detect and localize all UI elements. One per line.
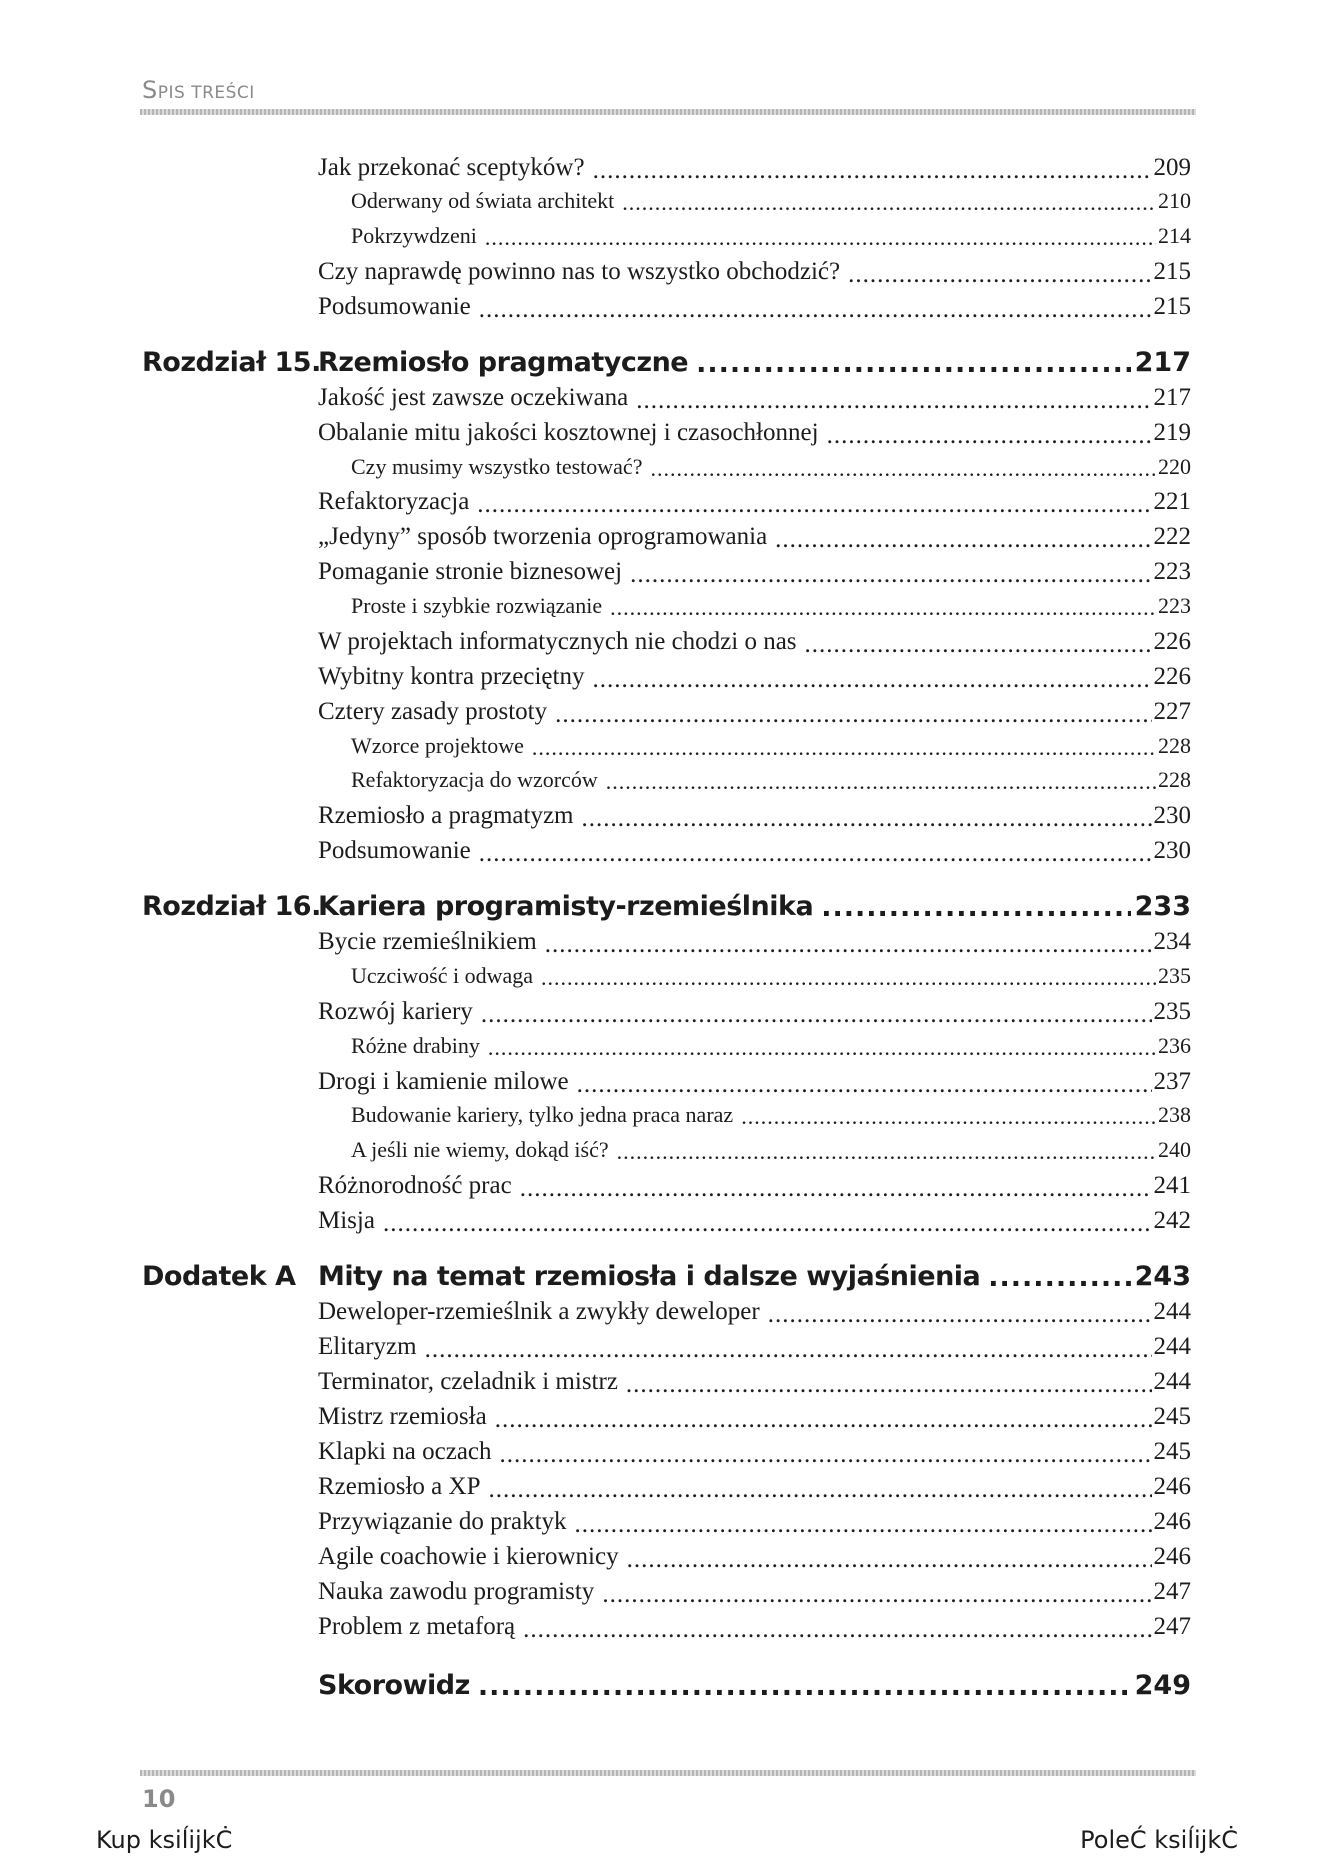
toc-section-entry[interactable] [318,837,1191,865]
entry-title: Podsumowanie [318,837,471,864]
toc-section-entry[interactable] [318,1207,1191,1235]
toc-section-entry[interactable] [318,258,1191,286]
dot-leader [617,1139,1156,1163]
dot-leader [500,1441,1152,1469]
entry-page: 219 [1153,419,1191,446]
toc-subsection-entry[interactable] [351,963,1191,989]
toc-section-entry[interactable] [318,1172,1191,1200]
entry-title: Mistrz rzemiosła [318,1403,487,1430]
entry-page: 246 [1153,1473,1191,1500]
toc-section-entry[interactable] [318,1508,1191,1536]
toc-section-entry[interactable] [318,998,1191,1026]
entry-title: Różnorodność prac [318,1172,512,1199]
chapter-title: Rzemiosło pragmatyczne [318,347,689,378]
dot-leader [532,735,1156,759]
dot-leader [988,1262,1130,1292]
dot-leader [575,1511,1152,1539]
dot-leader [577,1071,1152,1099]
toc-subsection-entry[interactable] [351,1102,1191,1128]
entry-page: 215 [1153,258,1191,285]
toc-section-entry[interactable] [318,523,1191,551]
entry-title: Refaktoryzacja [318,488,470,515]
entry-page: 237 [1153,1068,1191,1095]
dot-leader [827,422,1152,450]
header-rule [140,109,1196,115]
chapter-label: Rozdział 15. [142,347,321,378]
dot-leader [622,190,1156,214]
toc-section-entry[interactable] [318,1473,1191,1501]
entry-title: Rozwój kariery [318,998,473,1025]
entry-title: Agile coachowie i kierownicy [318,1543,619,1570]
entry-page: 246 [1153,1508,1191,1535]
toc-section-entry[interactable] [318,1298,1191,1326]
dot-leader [610,595,1156,619]
entry-title: Jak przekonać sceptyków? [318,154,585,181]
toc-section-entry[interactable] [318,1403,1191,1431]
entry-title: Wzorce projektowe [351,733,524,758]
dot-leader [581,805,1151,833]
chapter-title: Mity na temat rzemiosła i dalsze wyjaśnienia [318,1261,981,1292]
dot-leader [606,769,1156,793]
dot-leader [775,526,1151,554]
dot-leader [821,892,1130,922]
toc-section-entry[interactable] [318,928,1191,956]
dot-leader [520,1175,1152,1203]
entry-page: 246 [1153,1543,1191,1570]
dot-leader [630,561,1151,589]
toc-section-entry[interactable] [318,154,1191,182]
entry-title: Rzemiosło a XP [318,1473,481,1500]
entry-title: Pokrzywdzeni [351,223,477,248]
recommend-book-link[interactable]: PoleĆ ksiĺĳkĊ [1080,1826,1238,1854]
entry-title: Drogi i kamienie milowe [318,1068,569,1095]
chapter-label: Dodatek A [142,1261,296,1292]
chapter-page: 243 [1134,1261,1191,1292]
entry-title: Rzemiosło a pragmatyzm [318,802,574,829]
toc-subsection-entry[interactable] [351,1033,1191,1059]
dot-leader [478,1671,1131,1701]
entry-page: 222 [1153,523,1191,550]
entry-page: 244 [1153,1298,1191,1325]
entry-page: 220 [1158,454,1191,479]
dot-leader [541,965,1156,989]
dot-leader [627,1546,1152,1574]
chapter-label: Rozdział 16. [142,891,321,922]
entry-title: Uczciwość i odwaga [351,963,534,988]
entry-page: 245 [1153,1403,1191,1430]
entry-title: Bycie rzemieślnikiem [318,928,537,955]
entry-title: Deweloper-rzemieślnik a zwykły deweloper [318,1298,760,1325]
entry-title: Misja [318,1207,375,1234]
toc-subsection-entry[interactable] [351,733,1191,759]
toc-section-entry[interactable] [318,488,1191,516]
entry-page: 247 [1153,1578,1191,1605]
toc-section-entry[interactable] [318,558,1191,586]
chapter-title: Kariera programisty-rzemieślnika [318,891,814,922]
entry-page: 226 [1153,628,1191,655]
dot-leader [741,1104,1156,1128]
dot-leader [545,931,1152,959]
toc-chapter-entry[interactable] [142,347,1191,378]
chapter-page: 249 [1134,1670,1191,1701]
toc-subsection-entry[interactable] [351,593,1191,619]
entry-title: Refaktoryzacja do wzorców [351,767,598,792]
toc-section-entry[interactable] [318,1613,1191,1641]
entry-page: 238 [1158,1102,1191,1127]
entry-title: Czy musimy wszystko testować? [351,454,643,479]
chapter-page: 217 [1134,347,1191,378]
entry-page: 228 [1158,733,1191,758]
entry-title: Terminator, czeladnik i mistrz [318,1368,618,1395]
entry-page: 227 [1153,698,1191,725]
toc-section-entry[interactable] [318,384,1191,412]
entry-title: Elitaryzm [318,1333,417,1360]
entry-page: 230 [1153,837,1191,864]
entry-page: 236 [1158,1033,1191,1058]
entry-page: 228 [1158,767,1191,792]
entry-title: Proste i szybkie rozwiązanie [351,593,603,618]
dot-leader [479,840,1152,868]
toc-chapter-entry[interactable] [142,891,1191,922]
toc-subsection-entry[interactable] [351,188,1191,214]
entry-title: Różne drabiny [351,1033,480,1058]
toc-section-entry[interactable] [318,293,1191,321]
entry-page: 234 [1153,928,1191,955]
entry-title: Pomaganie stronie biznesowej [318,558,623,585]
toc-section-entry[interactable] [318,1438,1191,1466]
toc-section-entry[interactable] [318,628,1191,656]
toc-chapter-entry[interactable] [142,1261,1191,1292]
toc-subsection-entry[interactable] [351,223,1191,249]
dot-leader [489,1476,1152,1504]
chapter-page: 233 [1134,891,1191,922]
dot-leader [555,701,1151,729]
entry-title: Wybitny kontra przeciętny [318,663,585,690]
dot-leader [848,261,1151,289]
entry-title: Problem z metaforą [318,1613,516,1640]
dot-leader [479,296,1152,324]
entry-title: Jakość jest zawsze oczekiwana [318,384,629,411]
entry-page: 215 [1153,293,1191,320]
dot-leader [383,1210,1152,1238]
entry-title: Oderwany od świata architekt [351,188,615,213]
entry-page: 230 [1153,802,1191,829]
toc-subsection-entry[interactable] [351,767,1191,793]
entry-page: 221 [1153,488,1191,515]
dot-leader [485,225,1156,249]
entry-title: Obalanie mitu jakości kosztownej i czasochłonnej [318,419,819,446]
entry-page: 223 [1153,558,1191,585]
entry-page: 235 [1153,998,1191,1025]
toc-chapter-entry[interactable] [142,1670,1191,1701]
dot-leader [650,456,1156,480]
toc-section-entry[interactable] [318,1543,1191,1571]
entry-page: 209 [1153,154,1191,181]
toc-subsection-entry[interactable] [351,454,1191,480]
dot-leader [768,1301,1152,1329]
toc-section-entry[interactable] [318,419,1191,447]
dot-leader [592,666,1151,694]
toc-section-entry[interactable] [318,663,1191,691]
entry-page: 244 [1153,1333,1191,1360]
entry-title: A jeśli nie wiemy, dokąd iść? [351,1137,609,1162]
buy-book-link[interactable]: Kup ksiĺĳkĊ [96,1826,233,1854]
entry-title: Nauka zawodu programisty [318,1578,595,1605]
page-number: 10 [142,1785,176,1813]
running-head: SPIS TREŚCI [142,76,255,104]
toc-subsection-entry[interactable] [351,1137,1191,1163]
dot-leader [636,387,1151,415]
entry-title: Podsumowanie [318,293,471,320]
entry-page: 226 [1153,663,1191,690]
entry-page: 235 [1158,963,1191,988]
footer-rule [140,1770,1196,1776]
toc-section-entry[interactable] [318,1333,1191,1361]
entry-page: 245 [1153,1438,1191,1465]
entry-title: Budowanie kariery, tylko jedna praca naraz [351,1102,734,1127]
entry-page: 214 [1158,223,1191,248]
dot-leader [425,1336,1152,1364]
entry-page: 240 [1158,1137,1191,1162]
dot-leader [495,1406,1152,1434]
dot-leader [602,1581,1151,1609]
toc-section-entry[interactable] [318,1578,1191,1606]
entry-page: 210 [1158,188,1191,213]
entry-title: „Jedyny” sposób tworzenia oprogramowania [318,523,768,550]
dot-leader [523,1616,1151,1644]
dot-leader [481,1001,1152,1029]
toc-section-entry[interactable] [318,1068,1191,1096]
dot-leader [488,1035,1156,1059]
dot-leader [805,631,1152,659]
dot-leader [626,1371,1152,1399]
entry-page: 241 [1153,1172,1191,1199]
entry-title: Cztery zasady prostoty [318,698,548,725]
entry-title: Przywiązanie do praktyk [318,1508,567,1535]
entry-page: 247 [1153,1613,1191,1640]
dot-leader [477,491,1151,519]
toc-section-entry[interactable] [318,1368,1191,1396]
toc-section-entry[interactable] [318,698,1191,726]
entry-title: Klapki na oczach [318,1438,492,1465]
dot-leader [696,348,1131,378]
entry-title: W projektach informatycznych nie chodzi o nas [318,628,797,655]
entry-page: 223 [1158,593,1191,618]
dot-leader [593,157,1152,185]
entry-page: 244 [1153,1368,1191,1395]
entry-title: Czy naprawdę powinno nas to wszystko obchodzić? [318,258,841,285]
chapter-title: Skorowidz [318,1670,470,1701]
entry-page: 242 [1153,1207,1191,1234]
entry-page: 217 [1153,384,1191,411]
toc-section-entry[interactable] [318,802,1191,830]
